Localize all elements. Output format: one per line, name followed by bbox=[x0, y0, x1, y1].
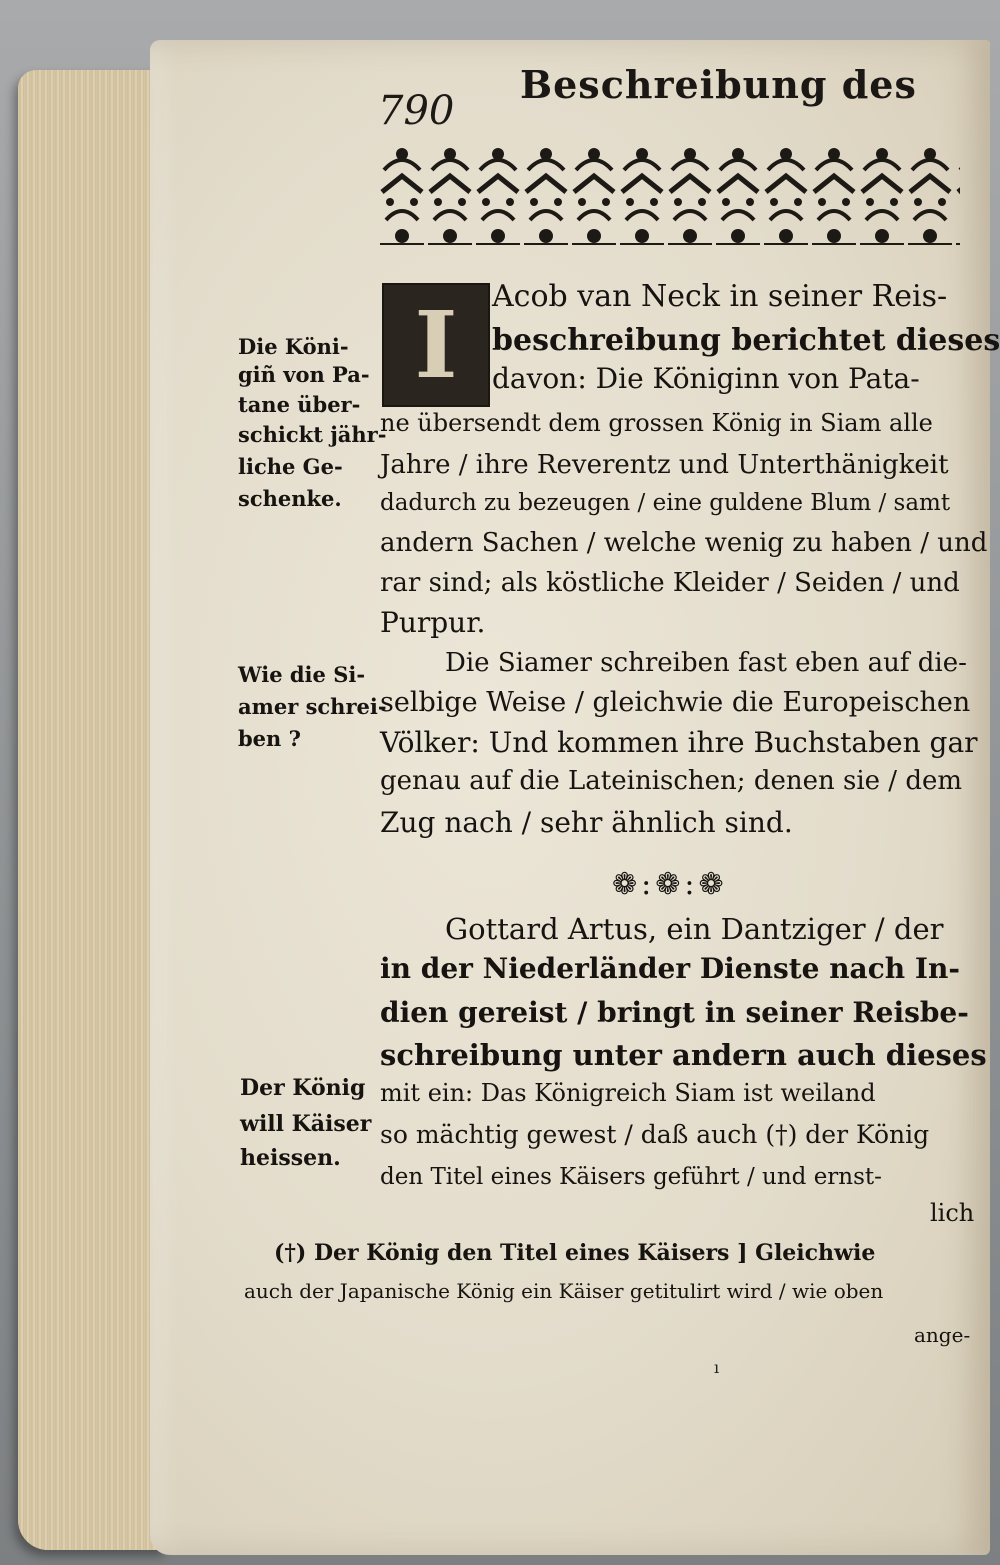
paragraph1-line-2: beschreibung berichtet dieses bbox=[492, 323, 1000, 358]
paragraph3-line-8: lich bbox=[930, 1199, 975, 1227]
decorated-initial bbox=[382, 283, 490, 407]
margin-note-1-line-3: tane über- bbox=[238, 392, 361, 417]
paragraph1-line-1: Acob van Neck in seiner Reis- bbox=[492, 279, 948, 314]
margin-note-3-line-2: will Käiser bbox=[240, 1111, 372, 1137]
running-head: Beschreibung des bbox=[520, 62, 917, 107]
paragraph3-line-5: mit ein: Das Königreich Siam ist weiland bbox=[380, 1079, 876, 1107]
margin-note-2-line-2: amer schrei- bbox=[238, 694, 387, 719]
paragraph1-line-6: dadurch zu bezeugen / eine guldene Blum / samt bbox=[380, 490, 951, 516]
paragraph2-line-5: Zug nach / sehr ähnlich sind. bbox=[380, 806, 793, 839]
paragraph1-line-8: rar sind; als köstliche Kleider / Seiden / und bbox=[380, 568, 960, 598]
margin-note-2-line-3: ben ? bbox=[238, 726, 301, 751]
margin-note-2-line-1: Wie die Si- bbox=[238, 662, 366, 687]
margin-note-1-line-1: Die Köni- bbox=[238, 334, 349, 359]
margin-note-1-line-4: schickt jähr- bbox=[238, 422, 387, 447]
initial-letter: I bbox=[414, 291, 458, 399]
paragraph1-line-3: davon: Die Königinn von Pata- bbox=[492, 362, 920, 395]
margin-note-1-line-6: schenke. bbox=[238, 486, 342, 511]
section-break-ornament: ❁:❁:❁ bbox=[612, 867, 728, 902]
margin-note-3-line-3: heissen. bbox=[240, 1145, 341, 1171]
paragraph1-line-7: andern Sachen / welche wenig zu haben / und bbox=[380, 528, 988, 558]
paragraph2-line-3: Völker: Und kommen ihre Buchstaben gar bbox=[380, 726, 978, 759]
decorative-header-ornament bbox=[378, 140, 960, 252]
paragraph1-line-9: Purpur. bbox=[380, 606, 486, 639]
paragraph1-line-5: Jahre / ihre Reverentz und Unterthänigkeit bbox=[380, 450, 949, 480]
margin-note-3-line-1: Der König bbox=[240, 1075, 366, 1101]
margin-note-1-line-2: giñ von Pa- bbox=[238, 362, 370, 387]
margin-note-1-line-5: liche Ge- bbox=[238, 454, 343, 479]
paragraph3-line-7: den Titel eines Käisers geführt / und ernst- bbox=[380, 1164, 882, 1190]
paragraph1-line-4: ne übersendt dem grossen König in Siam alle bbox=[380, 409, 933, 437]
book-page-edges bbox=[18, 70, 168, 1550]
page-number: 790 bbox=[378, 88, 455, 134]
footnote-line-1: (†) Der König den Titel eines Käisers ] Gleichwie bbox=[274, 1240, 876, 1266]
footnote-line-2: auch der Japanische König ein Käiser getitulirt wird / wie oben bbox=[244, 1279, 884, 1303]
paragraph3-line-3: dien gereist / bringt in seiner Reisbe- bbox=[380, 996, 969, 1029]
paragraph3-line-2: in der Niederländer Dienste nach In- bbox=[380, 952, 960, 985]
footnote-line-3: ange- bbox=[914, 1323, 971, 1347]
paragraph3-line-4: schreibung unter andern auch dieses bbox=[380, 1038, 987, 1072]
paragraph2-line-2: selbige Weise / gleichwie die Europeischen bbox=[380, 687, 971, 718]
paragraph3-line-6: so mächtig gewest / daß auch (†) der König bbox=[380, 1120, 930, 1149]
paragraph2-line-1: Die Siamer schreiben fast eben auf die- bbox=[445, 648, 967, 678]
printer-signature-mark: ı bbox=[714, 1358, 720, 1377]
paragraph3-line-1: Gottard Artus, ein Dantziger / der bbox=[445, 912, 944, 946]
paragraph2-line-4: genau auf die Lateinischen; denen sie / dem bbox=[380, 766, 963, 796]
